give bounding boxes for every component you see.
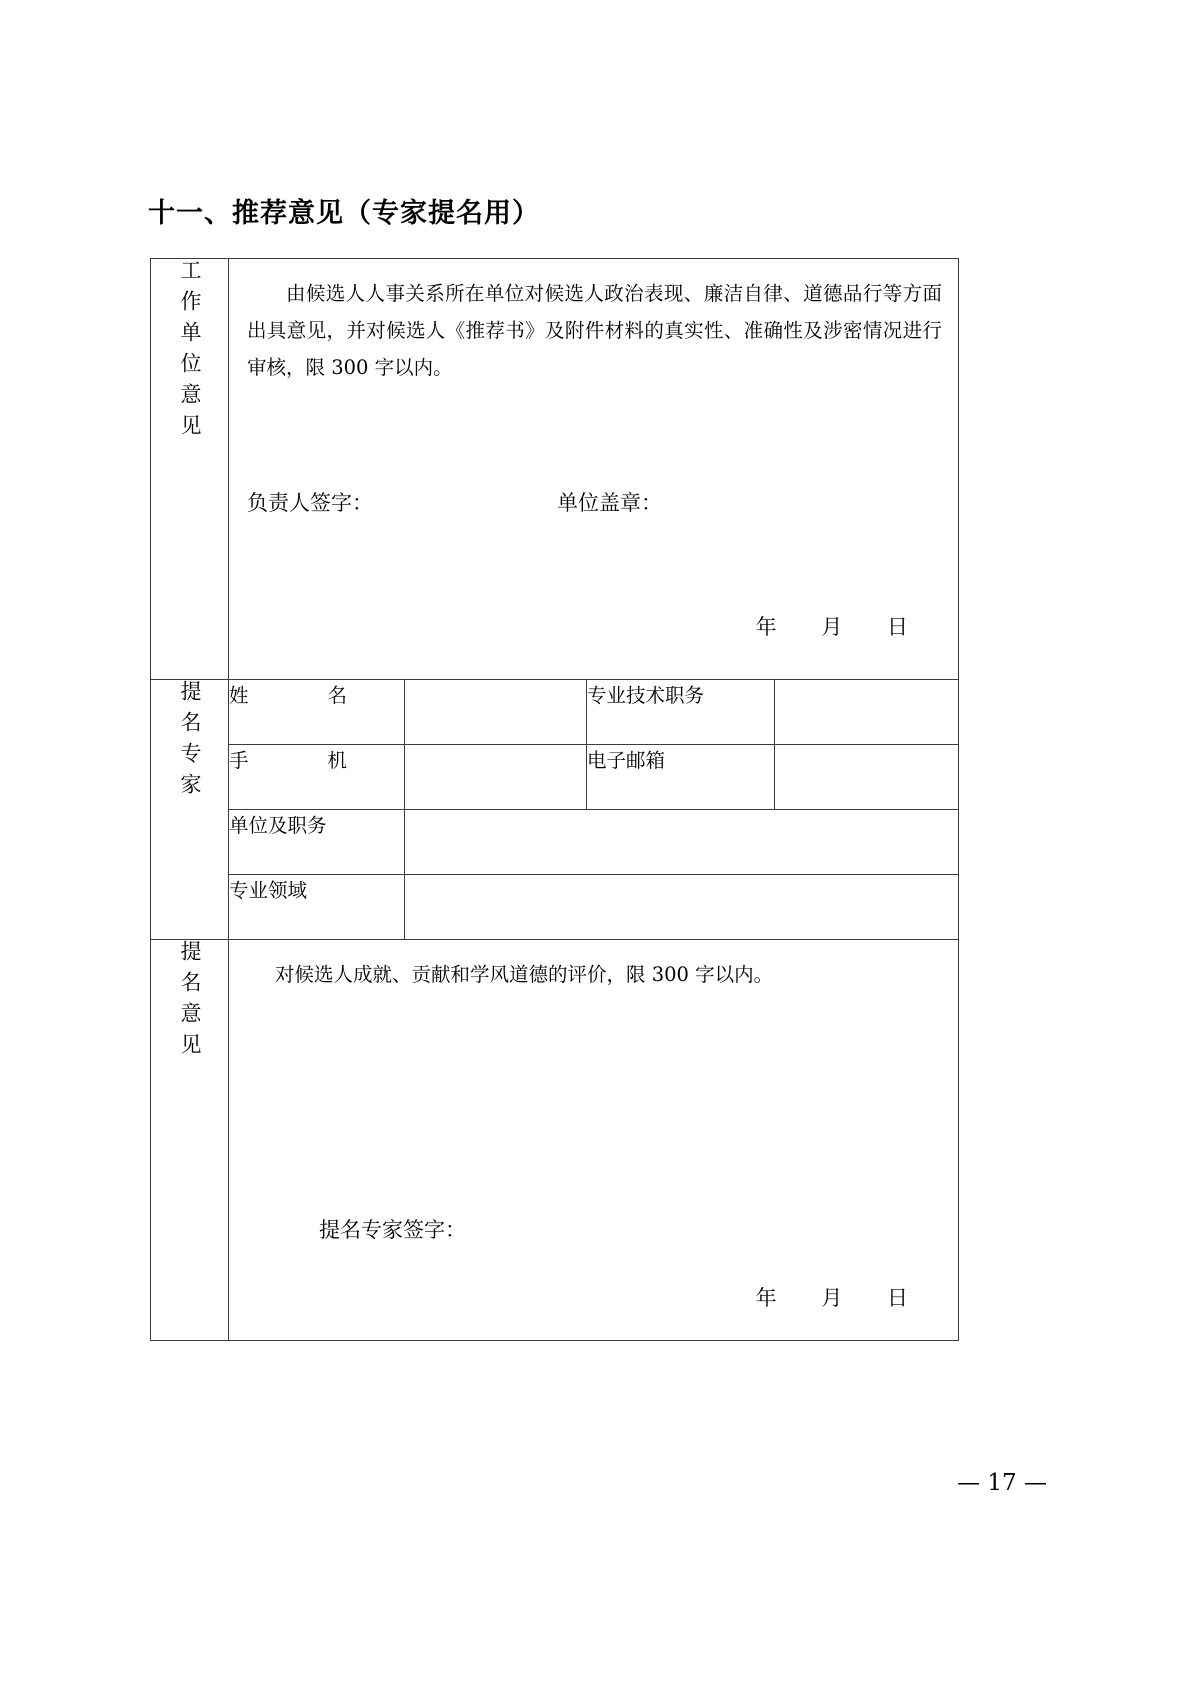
nominating-expert-vertical-label: 提名专家: [178, 680, 202, 804]
nomination-expert-signature-label: 提名专家签字：: [319, 1218, 466, 1242]
nomination-date-day-label: 日: [887, 1286, 908, 1310]
expert-mobile-value[interactable]: [405, 745, 587, 810]
nominating-expert-label-cell: [151, 680, 229, 940]
expert-mobile-label-text: 手 机: [229, 749, 347, 772]
unit-seal-label: 单位盖章：: [557, 491, 662, 515]
expert-field-label: [229, 875, 405, 940]
expert-mobile-label: [229, 745, 405, 810]
table-row-expert-name: [151, 680, 959, 745]
expert-professional-title-label-text: 专业技术职务: [587, 684, 705, 707]
expert-email-label-text: 电子邮箱: [587, 749, 666, 772]
table-row-expert-unit: [151, 810, 959, 875]
work-unit-date-row: [756, 611, 908, 641]
expert-field-value[interactable]: [405, 875, 959, 940]
expert-field-label-text: 专业领域: [229, 879, 308, 902]
expert-professional-title-label: [587, 680, 775, 745]
expert-unit-position-label: [229, 810, 405, 875]
expert-name-label: [229, 680, 405, 745]
recommendation-form-table: [150, 258, 959, 1341]
table-row-work-unit-opinion: [151, 259, 959, 680]
nomination-date-row: [756, 1282, 908, 1312]
expert-name-value[interactable]: [405, 680, 587, 745]
work-unit-opinion-cell[interactable]: [229, 259, 959, 680]
table-row-nomination-opinion: [151, 940, 959, 1341]
responsible-person-signature-label: 负责人签字：: [247, 491, 373, 515]
page-number: — 17 —: [957, 1470, 1047, 1496]
expert-email-value[interactable]: [775, 745, 959, 810]
nomination-opinion-label-cell: [151, 940, 229, 1341]
expert-professional-title-value[interactable]: [775, 680, 959, 745]
date-day-label: 日: [887, 615, 908, 639]
table-row-expert-field: [151, 875, 959, 940]
expert-unit-position-value[interactable]: [405, 810, 959, 875]
nomination-date-year-label: 年: [755, 1286, 777, 1310]
work-unit-opinion-label-cell: [151, 259, 229, 680]
date-month-label: 月: [821, 615, 843, 639]
nomination-date-month-label: 月: [821, 1286, 843, 1310]
date-year-label: 年: [755, 615, 777, 639]
nomination-opinion-cell[interactable]: [229, 940, 959, 1341]
work-unit-opinion-instruction: 由候选人人事关系所在单位对候选人政治表现、廉洁自律、道德品行等方面出具意见，并对候选人《推荐书》及附件材料的真实性、准确性及涉密情况进行审核，限 300 字以内。: [247, 282, 942, 379]
nomination-opinion-vertical-label: 提名意见: [178, 940, 202, 1064]
work-unit-opinion-vertical-label: 工作单位意见: [178, 259, 202, 445]
nomination-opinion-instruction: 对候选人成就、贡献和学风道德的评价，限 300 字以内。: [275, 963, 774, 986]
expert-unit-position-label-text: 单位及职务: [229, 814, 327, 837]
page-title: 十一、推荐意见（专家提名用）: [148, 198, 540, 229]
expert-name-label-text: 姓 名: [229, 684, 347, 707]
table-row-expert-contact: [151, 745, 959, 810]
expert-email-label: [587, 745, 775, 810]
